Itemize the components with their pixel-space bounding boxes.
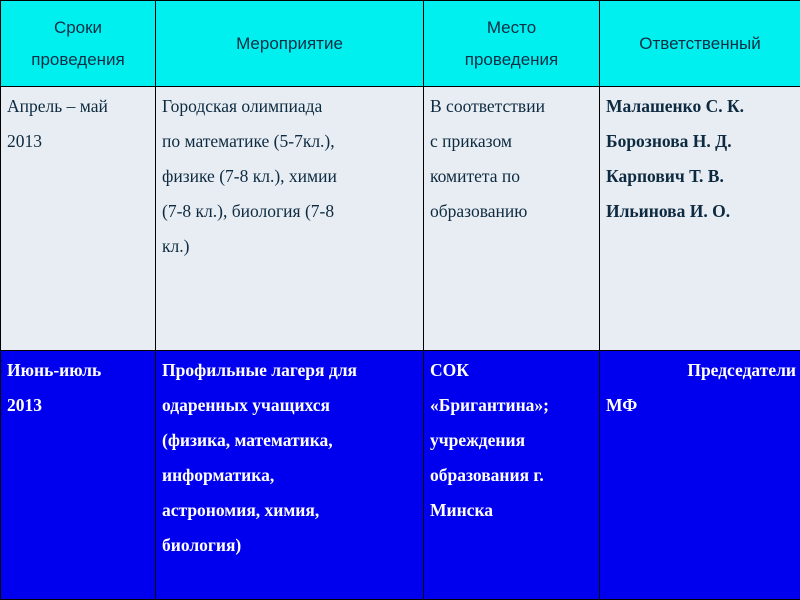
cell-event xyxy=(156,351,424,600)
cell-responsible-line1: Председатели xyxy=(687,360,796,380)
cell-place xyxy=(424,351,600,600)
cell-place-text: В соответствии с приказом комитета по образованию xyxy=(430,96,545,221)
table-row xyxy=(1,87,800,351)
cell-responsible-line2: МФ xyxy=(606,395,638,415)
table-row xyxy=(1,351,800,600)
column-header-responsible: Ответственный xyxy=(600,1,800,87)
cell-responsible-text: Малашенко С. К. Борознова Н. Д. Карпович Т. В. Ильинова И. О. xyxy=(606,96,745,221)
column-header-place: Место проведения xyxy=(424,1,600,87)
column-header-event: Мероприятие xyxy=(156,1,424,87)
cell-period xyxy=(1,87,156,351)
cell-place xyxy=(424,87,600,351)
cell-period xyxy=(1,351,156,600)
cell-responsible xyxy=(600,351,800,600)
cell-responsible xyxy=(600,87,800,351)
table-header-row xyxy=(1,1,800,87)
cell-place-text: СОК «Бригантина»; учреждения образования г. Минска xyxy=(430,360,550,520)
cell-period-text: Июнь-июль 2013 xyxy=(7,360,102,415)
cell-event-text: Городская олимпиада по математике (5-7кл.), физике (7-8 кл.), химии (7-8 кл.), биология (7-8 кл.) xyxy=(162,96,337,256)
cell-period-text: Апрель – май 2013 xyxy=(7,96,108,151)
cell-event-text: Профильные лагеря для одаренных учащихся (физика, математика, информатика, астрономия, химия, биология) xyxy=(162,360,358,555)
column-header-period: Сроки проведения xyxy=(1,1,156,87)
cell-event xyxy=(156,87,424,351)
